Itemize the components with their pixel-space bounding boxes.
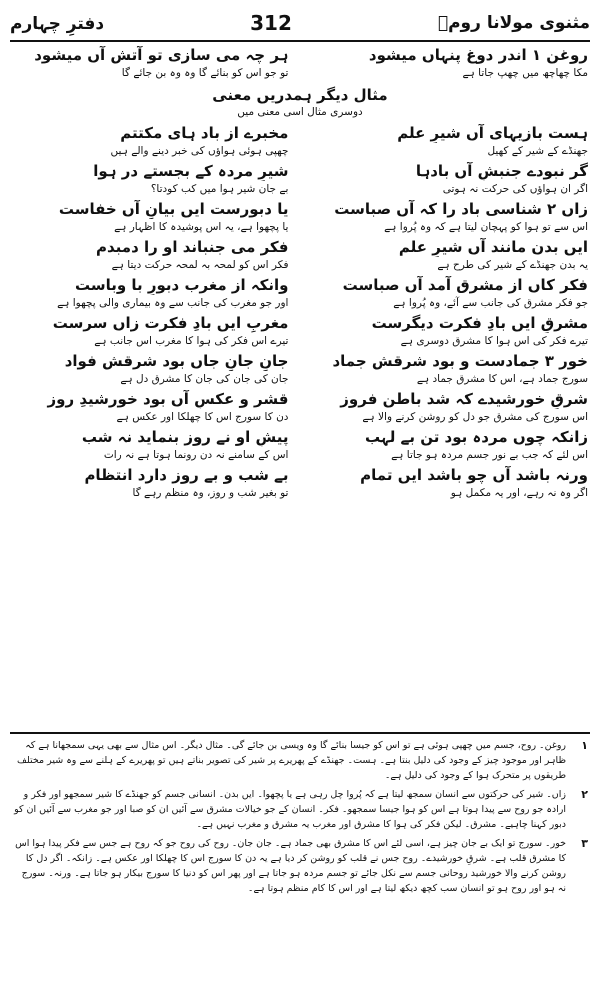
verse-line: گر نبودے جنبشِ آں بادہا	[415, 162, 588, 180]
translation-line: تیرے اس فکر کی ہوا کا مغرب اس جانب ہے	[94, 335, 289, 347]
footnote-marker: ١	[581, 739, 588, 752]
verse-line: ورنہ باشد آں چو باشد ایں تمام	[360, 466, 588, 484]
footnote	[12, 738, 588, 783]
verse-line: زاں ٢ شناسی باد را کہ آں صباست	[334, 200, 588, 218]
hemistich-left	[12, 428, 288, 466]
hemistich-left	[12, 390, 288, 428]
translation-line: اس لئے کہ جب بے نور جسم مردہ ہو جاتا ہے	[391, 449, 588, 461]
couplet	[12, 466, 588, 504]
verse-line: مغربِ ایں بادِ فکرت زاں سرست	[52, 314, 289, 332]
verse-line: فکر کاں از مشرق آمد آں صباست	[342, 276, 588, 294]
verse-body	[12, 46, 588, 504]
verse-line: خور ٣ جمادست و بود شرقش جماد	[332, 352, 588, 370]
verse-line: شیرِ مردہ کے بجستے در ہوا	[93, 162, 289, 180]
hemistich-right	[312, 162, 588, 200]
hemistich-left	[12, 46, 288, 84]
translation-line: اس سے تو ہوا کو پہچان لیتا ہے کہ وہ پُروا ہے	[384, 221, 588, 233]
footnote-rule	[10, 732, 590, 734]
hemistich-left	[12, 466, 288, 504]
footnote	[12, 836, 588, 896]
verse-line: بے شب و بے روز دارد انتظام	[84, 466, 289, 484]
translation-line: تیرے فکر کی اس ہوا کا مشرق دوسری ہے	[400, 335, 588, 347]
hemistich-right	[312, 46, 588, 84]
footnote-marker: ٢	[581, 788, 588, 801]
translation-line: سورج جماد ہے، اس کا مشرق جماد ہے	[416, 373, 588, 385]
couplet	[12, 124, 588, 162]
verse-line: مخبرے از باد ہای مکتتم	[120, 124, 289, 142]
translation-line: تو جو اس کو بنائے گا وہ وہ بن جائے گا	[121, 67, 289, 79]
verse-line: ہست بازیہای آں شیرِ علم	[397, 124, 588, 142]
couplet	[12, 390, 588, 428]
footnote-text: زاں۔ شیر کی حرکتوں سے انسان سمجھ لیتا ہے کہ پُروا چل رہی ہے یا پچھوا۔ ایں بدن۔ انسانی جسم کو جھنڈے کا شیر سمجھو اور فکر و ارادہ جو روح سے پیدا ہوتا ہے اس کو ہوا جیسا سمجھو۔ فکر۔ انسان کے جو خیالات مشرق سے آئیں ان کو صبا اور جو مغرب سے آئیں ان کو دبور کہنا چاہیے۔ مشرق۔ لیکن فکر کی ہوا کا مشرق اور مغرب یہ مشرق و مغرب نہیں ہے۔	[14, 789, 566, 830]
verse-line: پیشِ او نے روز بنماید نہ شب	[81, 428, 289, 446]
couplet	[12, 276, 588, 314]
verse-line: شرقِ خورشیدے کہ شد باطن فروز	[340, 390, 588, 408]
verse-line: مشرقِ ایں بادِ فکرت دیگرست	[371, 314, 588, 332]
header-rule	[10, 40, 590, 42]
translation-line: تو بغیر شب و روز، وہ منظم رہے گا	[132, 487, 289, 499]
translation-line: اگر وہ نہ رہے، اور یہ مکمل ہو	[450, 487, 588, 499]
hemistich-right	[312, 124, 588, 162]
verse-line: قشر و عکسِ آں بود خورشیدِ روز	[47, 390, 289, 408]
translation-line: یا پچھوا ہے، یہ اس پوشیدہ کا اظہار ہے	[114, 221, 289, 233]
translation-line: اور جو مغرب کی جانب سے وہ بیماری والی پچھوا ہے	[57, 297, 289, 309]
running-title: مثنوی مولانا رومؒ	[437, 13, 590, 33]
couplet	[12, 314, 588, 352]
hemistich-right	[312, 200, 588, 238]
verse-line: وانکہ از مغرب دبورِ با وباست	[74, 276, 289, 294]
footnote-text: خور۔ سورج تو ایک بے جان چیز ہے، اسی لئے اس کا مشرق بھی جماد ہے۔ جان جان۔ روح کی روح جو کہ روح ہے جس سے فکر پیدا ہوا اس کا مشرق قلب ہے۔ شرقِ خورشیدے۔ روح جس نے قلب کو روشن کر دیا ہے یہ دن کا سورج اس کا چھلکا اور عکس ہے۔ زانکہ۔ اگر دل کا روشن کرنے والا خورشید روحانی جسم سے نکل جائے تو جسم مردہ ہو جاتا ہے اور پھر اس کو دنیا کا سورج بیکار ہو جاتا ہے۔ ورنہ۔ سورج نہ ہو اور روح ہو تو انسان سب کچھ دیکھ لیتا ہے اور اس کا کام منظم ہوتا ہے۔	[15, 838, 566, 894]
translation-line: جھنڈے کے شیر کے کھیل	[487, 145, 588, 157]
couplet	[12, 162, 588, 200]
hemistich-left	[12, 162, 288, 200]
verse-line: فکر می جنباند او را دمبدم	[96, 238, 289, 256]
hemistich-right	[312, 314, 588, 352]
hemistich-right	[312, 276, 588, 314]
couplet	[12, 46, 588, 84]
hemistich-left	[12, 238, 288, 276]
book-section: دفترِ چہارم	[10, 13, 105, 34]
page-header	[10, 8, 590, 38]
section-subtitle: دوسری مثال اسی معنی میں	[237, 106, 363, 118]
verse-line: ایں بدن مانند آں شیرِ علم	[398, 238, 588, 256]
translation-line: جان کی جان کی جان کا مشرق دل ہے	[120, 373, 289, 385]
translation-line: جو فکر مشرق کی جانب سے آئے، وہ پُروا ہے	[393, 297, 588, 309]
translation-line: اس سورج کی مشرق جو دل کو روشن کرنے والا ہے	[362, 411, 588, 423]
hemistich-left	[12, 276, 288, 314]
couplet	[12, 238, 588, 276]
page-number: 312	[250, 11, 292, 35]
verse-line: یا دبورست ایں بیانِ آں خفاست	[58, 200, 289, 218]
verse-line: جانِ جانِ جاں بود شرقش فواد	[64, 352, 289, 370]
translation-line: دن کا سورج اس کا چھلکا اور عکس ہے	[116, 411, 289, 423]
section-title: مثال دیگر ہمدریں معنی	[212, 86, 388, 104]
footnotes	[12, 738, 588, 900]
hemistich-left	[12, 352, 288, 390]
translation-line: مکا چھاچھ میں چھپ جاتا ہے	[462, 67, 588, 79]
translation-line: اگر ان ہواؤں کی حرکت نہ ہوتی	[442, 183, 588, 195]
translation-line: چھپی ہوئی ہواؤں کی خبر دینے والے ہیں	[110, 145, 289, 157]
couplet-list	[12, 124, 588, 504]
hemistich-right	[312, 390, 588, 428]
verse-line: زانکہ چوں مردہ بود تن بے لہب	[365, 428, 588, 446]
couplet	[12, 200, 588, 238]
hemistich-left	[12, 314, 288, 352]
hemistich-right	[312, 238, 588, 276]
hemistich-left	[12, 200, 288, 238]
verse-line: روغن ١ اندر دوغ پنہاں میشود	[368, 46, 588, 64]
translation-line: فکر اس کو لمحہ بہ لمحہ حرکت دیتا ہے	[111, 259, 289, 271]
footnote	[12, 787, 588, 832]
section-heading	[12, 86, 588, 120]
translation-line: بے جان شیر ہوا میں کب کودتا؟	[150, 183, 289, 195]
verse-line: ہر چہ می سازی تو آتش آں میشود	[34, 46, 289, 64]
hemistich-right	[312, 428, 588, 466]
couplet	[12, 352, 588, 390]
hemistich-right	[312, 352, 588, 390]
footnote-marker: ٣	[581, 837, 588, 850]
couplet	[12, 428, 588, 466]
translation-line: یہ بدن جھنڈے کے شیر کی طرح ہے	[437, 259, 588, 271]
hemistich-right	[312, 466, 588, 504]
footnote-text: روغن۔ روح، جسم میں چھپی ہوئی ہے تو اس کو جیسا بنائے گا وہ ویسی بن جائے گی۔ مثال دیگر۔ اس مثال سے بھی یہی سمجھانا ہے کہ ظاہر اور موجود چیز کے وجود کی دلیل بنتا ہے۔ ہست۔ جھنڈے کے پھریرے پر شیر کی تصویر بناتے ہیں تو پھریرے کے ہلنے سے وہ شیر مختلف طریقوں پر متحرک ہوا کے وجود کی دلیل ہے۔	[17, 740, 566, 781]
hemistich-left	[12, 124, 288, 162]
translation-line: اس کے سامنے نہ دن رونما ہوتا ہے نہ رات	[103, 449, 289, 461]
